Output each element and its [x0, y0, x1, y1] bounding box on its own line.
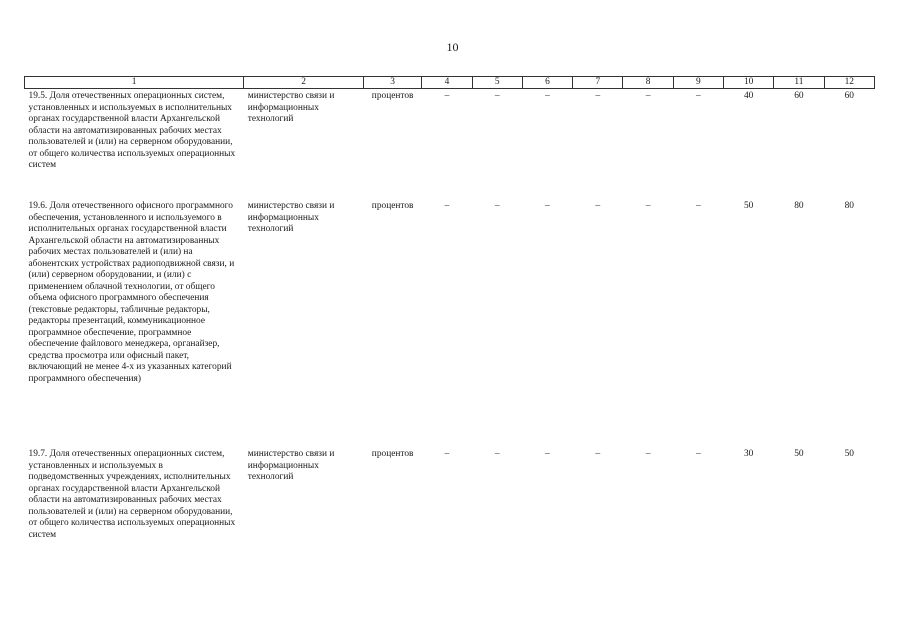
value-cell: – [595, 91, 601, 101]
value-cell: – [444, 91, 450, 101]
column-number: 6 [522, 77, 572, 89]
column-number: 1 [25, 77, 244, 89]
column-number-row [25, 77, 875, 89]
indicator-text: 19.7. Доля отечественных операционных систем, установленных и используемых в подведомственных учреждениях, исполнительных органах государственной власти Архангельской области на автоматизированных рабочих местах пользователей и (или) на серверном оборудовании, от общего количества используемых операционных систем [28, 449, 236, 540]
indicators-table [24, 76, 875, 561]
indicator-cell [25, 89, 244, 200]
value-cell: – [444, 449, 450, 459]
value-cell: – [645, 91, 651, 101]
column-number: 4 [422, 77, 472, 89]
value-cell: – [645, 449, 651, 459]
indicator-text: 19.6. Доля отечественного офисного программного обеспечения, установленного и используемого в исполнительных органах государственной власти Архангельской области на автоматизированных рабочих местах пользователей и (или) на абонентских устройствах радиоподвижной связи, и (или) серверном оборудовании, и (или) с применением облачной технологии, от общего объема офисного программного обеспечения (текстовые редакторы, табличные редакторы, редакторы презентаций, коммуникационное программное обеспечение, программное обеспечение файлового менеджера, органайзер, средства просмотра или офисный пакет, включающий не менее 4-х из указанных категорий программного обеспечения) [28, 201, 235, 384]
unit-cell: процентов [371, 201, 414, 211]
table-row [25, 89, 875, 200]
value-cell: – [595, 201, 601, 211]
value-cell: 50 [743, 201, 754, 211]
value-cell: – [696, 449, 701, 459]
value-cell: 40 [743, 91, 754, 101]
value-cell: – [545, 91, 550, 101]
column-number: 3 [363, 77, 421, 89]
value-cell: 30 [743, 449, 754, 459]
responsible-cell [244, 89, 364, 200]
column-number: 11 [774, 77, 824, 89]
value-cell: – [545, 201, 550, 211]
value-cell: – [696, 201, 701, 211]
indicator-cell [25, 447, 244, 561]
value-cell: 50 [794, 449, 804, 459]
value-cell: – [494, 449, 500, 459]
responsible-text: министерство связи и информационных технологий [247, 91, 335, 124]
responsible-cell [244, 199, 364, 447]
value-cell: 50 [844, 449, 854, 459]
value-cell: – [545, 449, 550, 459]
column-number: 9 [673, 77, 723, 89]
value-cell: – [696, 91, 701, 101]
table-row [25, 199, 875, 447]
value-cell: 60 [794, 91, 804, 101]
value-cell: 60 [844, 91, 854, 101]
value-cell: – [444, 201, 450, 211]
table-row [25, 447, 875, 561]
value-cell: 80 [794, 201, 804, 211]
page-number: 10 [446, 40, 459, 54]
responsible-text: министерство связи и информационных технологий [247, 449, 335, 482]
unit-cell: процентов [371, 449, 414, 459]
indicator-cell [25, 199, 244, 447]
unit-cell: процентов [371, 91, 414, 101]
column-number: 2 [244, 77, 364, 89]
responsible-cell [244, 447, 364, 561]
value-cell: 80 [844, 201, 854, 211]
column-number: 5 [472, 77, 522, 89]
responsible-text: министерство связи и информационных технологий [247, 201, 335, 234]
value-cell: – [595, 449, 601, 459]
column-number: 7 [573, 77, 623, 89]
value-cell: – [494, 201, 500, 211]
indicator-text: 19.5. Доля отечественных операционных систем, установленных и используемых в исполнительных органах государственной власти Архангельской области на автоматизированных рабочих местах пользователей и (или) на серверном оборудовании, от общего количества используемых операционных систем [28, 91, 236, 170]
column-number: 12 [824, 77, 874, 89]
column-number: 10 [724, 77, 774, 89]
value-cell: – [645, 201, 651, 211]
value-cell: – [494, 91, 500, 101]
column-number: 8 [623, 77, 673, 89]
